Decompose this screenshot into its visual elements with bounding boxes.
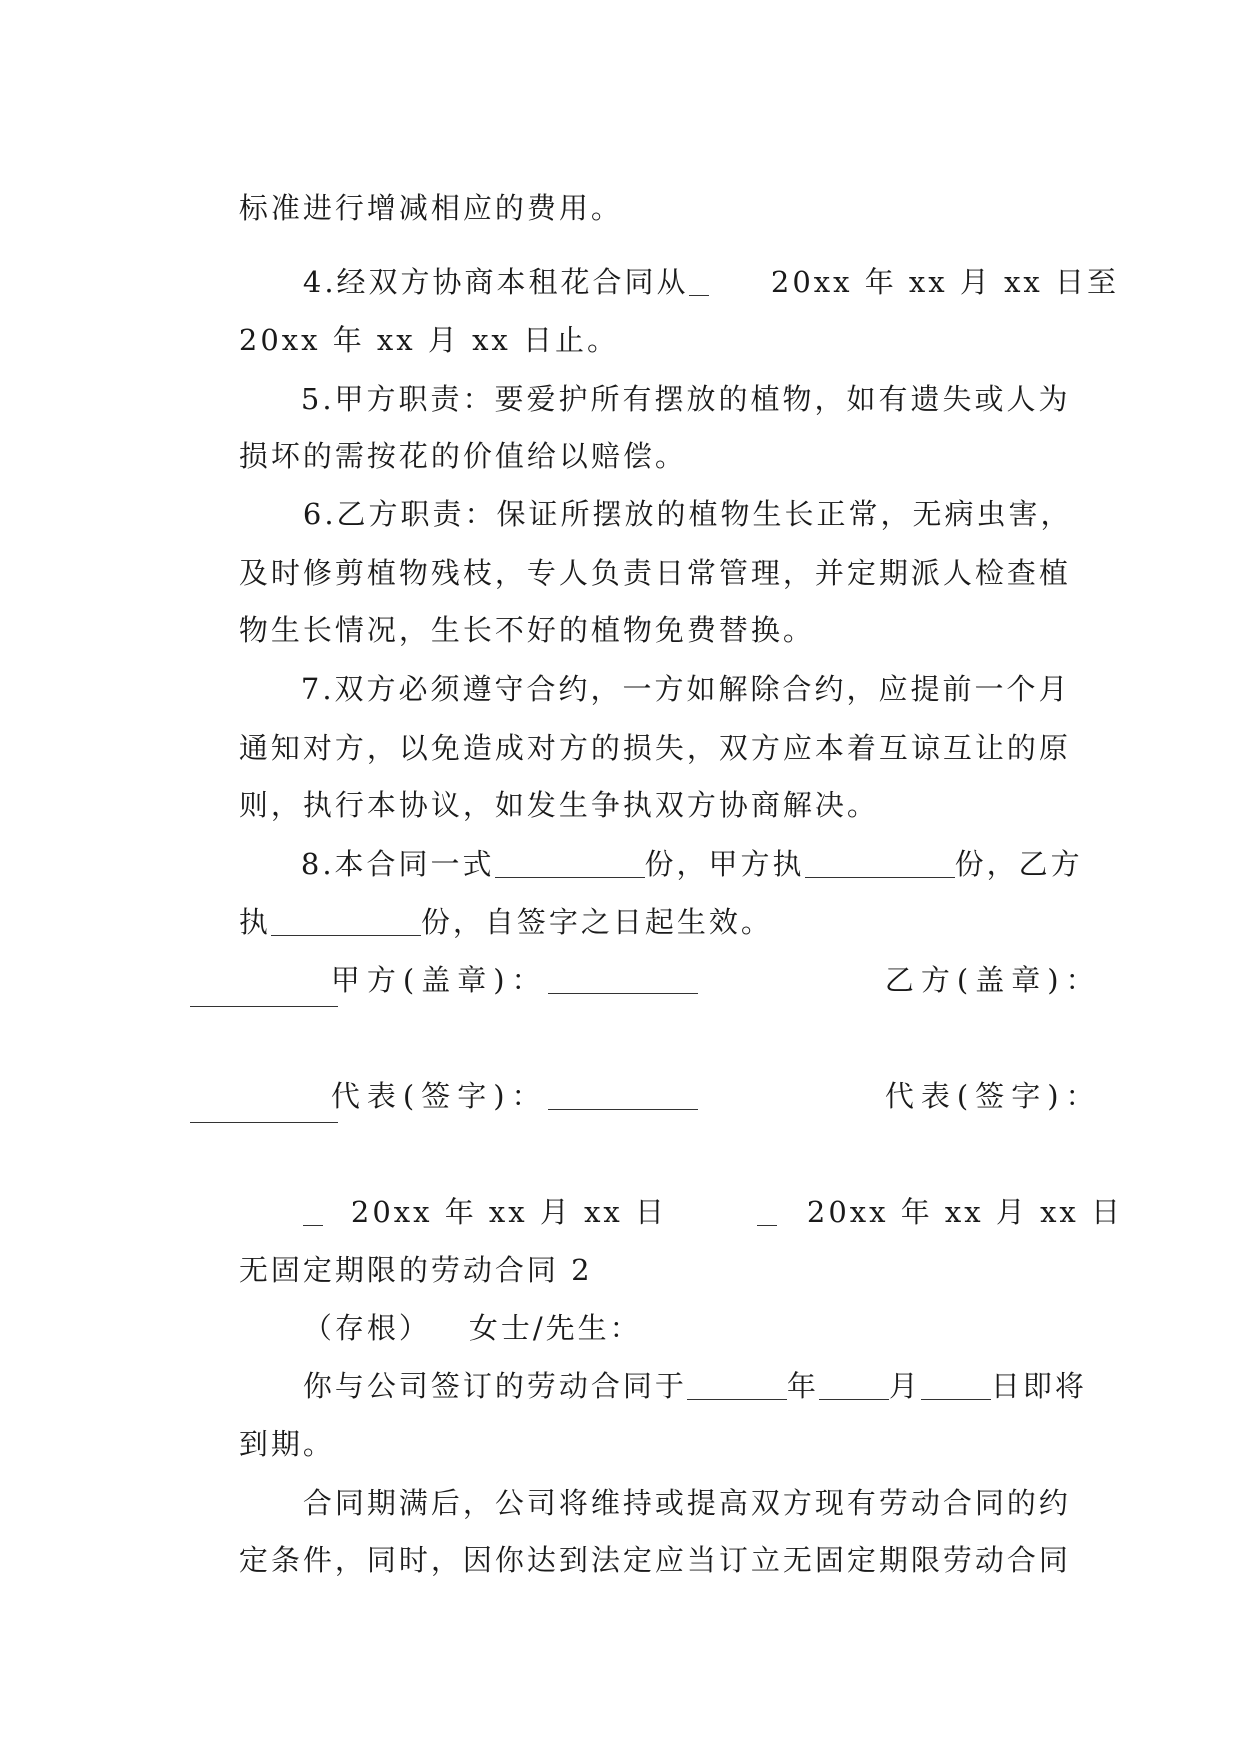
- party-b-seal-blank: [190, 1006, 338, 1007]
- text-segment: 女士/先生：: [468, 1311, 642, 1345]
- label: 甲方(盖章)：: [330, 963, 548, 997]
- text-segment: 年: [786, 1369, 819, 1403]
- text-segment: 则，执行本协议，如发生争执双方协商解决。: [238, 788, 879, 822]
- text-segment: 物生长情况，生长不好的植物免费替换。: [238, 613, 815, 647]
- text-segment: 通知对方，以免造成对方的损失，双方应本着互谅互让的原: [238, 731, 1071, 765]
- text-segment: 损坏的需按花的价值给以赔偿。: [238, 439, 687, 473]
- text-segment: 6.乙方职责：保证所摆放的植物生长正常，无病虫害，: [302, 497, 1073, 531]
- blank-field: [548, 963, 698, 994]
- label: 代表(签字)：: [330, 1079, 548, 1113]
- party-b-representative: [820, 1036, 1102, 1156]
- text-segment: 及时修剪植物残枝，专人负责日常管理，并定期派人检查植: [238, 556, 1071, 590]
- text-segment: 8.本合同一式: [300, 847, 495, 881]
- text-segment: 定条件，同时，因你达到法定应当订立无固定期限劳动合同: [238, 1543, 1071, 1577]
- text-segment: 你与公司签订的劳动合同于: [302, 1369, 687, 1403]
- text-segment: 合同期满后，公司将维持或提高双方现有劳动合同的约: [302, 1486, 1071, 1520]
- text-segment: 20xx 年 xx 月 xx 日: [350, 1195, 667, 1229]
- party-b-representative-blank: [190, 1122, 338, 1123]
- text-segment: 7.双方必须遵守合约，一方如解除合约，应提前一个月: [300, 672, 1071, 706]
- text-segment: 4.经双方协商本租花合同从: [302, 265, 689, 299]
- heading: 无固定期限的劳动合同 2: [238, 1253, 593, 1287]
- text-segment: 日即将: [990, 1369, 1087, 1403]
- party-a-representative: [266, 1036, 666, 1156]
- text-segment: （存根）: [302, 1311, 431, 1345]
- text-segment: 份，自签字之日起生效。: [420, 905, 773, 939]
- text-segment: 20xx 年 xx 月 xx 日: [806, 1195, 1123, 1229]
- party-b-seal: [820, 920, 1102, 1040]
- party-a-seal: [266, 920, 666, 1040]
- text-segment: 20xx 年 xx 月 xx 日止。: [238, 323, 619, 357]
- label: 乙方(盖章)：: [884, 963, 1102, 997]
- text-line: 标准进行增减相应的费用。: [238, 191, 623, 225]
- text-segment: 月: [888, 1369, 921, 1403]
- renewal-line-2: [190, 1500, 1071, 1620]
- text-segment: 执: [238, 905, 271, 939]
- label: 代表(签字)：: [884, 1079, 1102, 1113]
- blank-field: [548, 1079, 698, 1110]
- text-segment: 份，甲方执: [644, 847, 805, 881]
- text-segment: 20xx 年 xx 月 xx 日至: [770, 265, 1119, 299]
- text-segment: 到期。: [238, 1427, 335, 1461]
- text-segment: 份，乙方: [954, 847, 1083, 881]
- text-segment: 5.甲方职责：要爱护所有摆放的植物，如有遗失或人为: [300, 382, 1071, 416]
